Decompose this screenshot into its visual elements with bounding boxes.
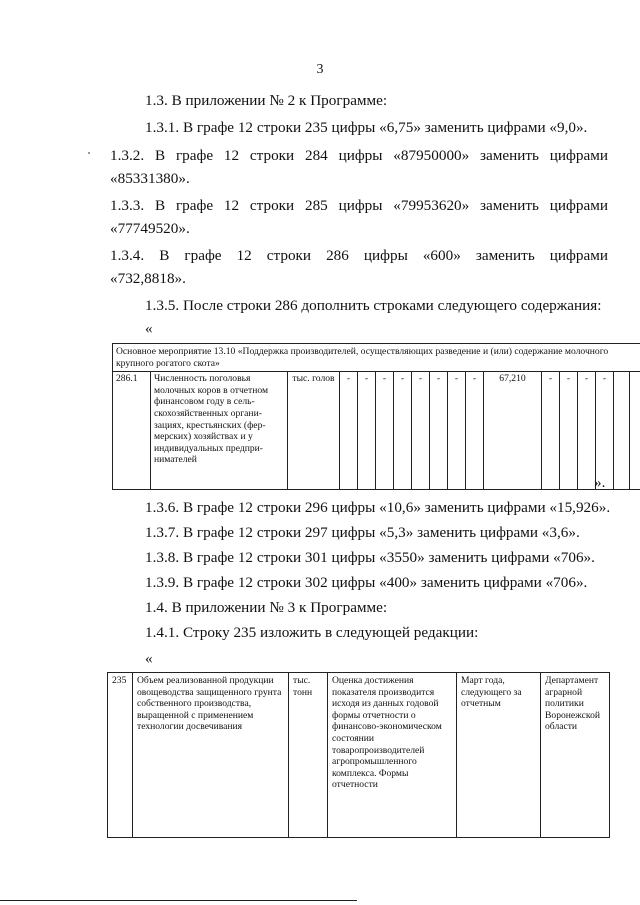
table1-value-col12: 67,210 <box>484 372 542 490</box>
table1-value: - <box>394 372 412 490</box>
para-1-3-2-cont: «85331380». <box>110 170 190 187</box>
table1-value: - <box>578 372 596 490</box>
table1-value: - <box>340 372 358 490</box>
para-1-3-1: 1.3.1. В графе 12 строки 235 цифры «6,75» заменить цифрами «9,0». <box>145 119 588 136</box>
table1-value <box>630 372 640 490</box>
para-1-3-9: 1.3.9. В графе 12 строки 302 цифры «400» заменить цифрами «706». <box>145 574 588 591</box>
para-1-3-8: 1.3.8. В графе 12 строки 301 цифры «3550» заменить цифрами «706». <box>145 549 595 566</box>
table1-value: - <box>542 372 560 490</box>
para-1-3-3-cont: «77749520». <box>110 220 190 237</box>
table1-value: - <box>560 372 578 490</box>
footer-rule <box>0 900 357 901</box>
para-1-4: 1.4. В приложении № 3 к Программе: <box>145 599 388 616</box>
open-quote-1: « <box>145 320 153 337</box>
scan-speck <box>88 152 90 154</box>
para-1-3-5: 1.3.5. После строки 286 дополнить строками следующего содержания: <box>145 297 602 314</box>
amendment-table-1 <box>112 343 640 490</box>
table1-value: - <box>412 372 430 490</box>
para-1-3-4-cont: «732,8818». <box>110 270 186 287</box>
table1-value: - <box>430 372 448 490</box>
table2-responsible: Департамент аграрной политики Воронежской области <box>541 673 610 838</box>
table1-value: - <box>466 372 484 490</box>
para-1-4-1: 1.4.1. Строку 235 изложить в следующей редакции: <box>145 624 479 641</box>
table1-header: Основное мероприятие 13.10 «Поддержка производителей, осуществляющих разведение и (или) содержание молочного крупного рогатого скота» <box>113 344 640 372</box>
close-quote-1: ». <box>594 474 606 491</box>
table2-row-number: 235 <box>108 673 133 838</box>
para-1-3-2: 1.3.2. В графе 12 строки 284 цифры «87950000» заменить цифрами <box>110 147 608 164</box>
amendment-table-2 <box>107 672 610 838</box>
table1-row-number: 286.1 <box>113 372 151 490</box>
table1-value: - <box>596 372 614 490</box>
para-1-3-3: 1.3.3. В графе 12 строки 285 цифры «79953620» заменить цифрами <box>110 197 608 214</box>
table1-value: - <box>358 372 376 490</box>
table1-value <box>614 372 630 490</box>
table1-value: - <box>376 372 394 490</box>
table1-unit: тыс. голов <box>288 372 340 490</box>
para-1-3-7: 1.3.7. В графе 12 строки 297 цифры «5,3» заменить цифрами «3,6». <box>145 524 580 541</box>
para-1-3-6: 1.3.6. В графе 12 строки 296 цифры «10,6» заменить цифрами «15,926». <box>145 499 611 516</box>
table1-indicator: Численность поголовья молочных коров в отчетном финансовом году в сель-скохозяйственных органи-зациях, крестьянских (фер-мерских) хозяйствах и у индивидуальных предпри-нимателей <box>151 372 288 490</box>
table1-value: - <box>448 372 466 490</box>
open-quote-2: « <box>145 650 153 667</box>
page-number: 3 <box>316 62 324 77</box>
table2-deadline: Март года, следующего за отчетным <box>457 673 541 838</box>
table2-unit: тыс. тонн <box>289 673 328 838</box>
para-1-3: 1.3. В приложении № 2 к Программе: <box>145 92 388 109</box>
table2-method: Оценка достижения показателя производится исходя из данных годовой формы отчетности о финансово-экономическом состоянии товаропроизводителей агропромышленного комплекса. Формы отчетности <box>328 673 457 838</box>
table2-indicator: Объем реализованной продукции овощеводства защищенного грунта собственного производства, выращенной с применением технологии досвечивания <box>133 673 289 838</box>
para-1-3-4: 1.3.4. В графе 12 строки 286 цифры «600» заменить цифрами <box>110 247 608 264</box>
